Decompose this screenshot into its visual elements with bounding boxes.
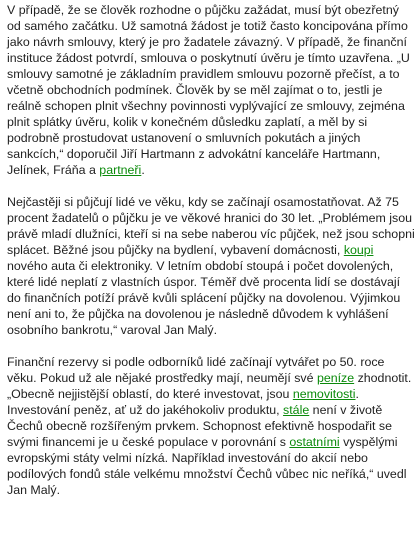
paragraph-text: . Investování peněz, ať už do jakéhokoliv produktu, <box>7 387 359 417</box>
paragraph-text: V případě, že se člověk rozhodne o půjčku zažádat, musí být obezřetný od samého začátku. Už samotná žádost je totiž často koncipována přímo jako návrh smlouvy, který je pro žadatele závazný. V případě, že finanční instituce žádost potvrdí, smlouva o poskytnutí úvěru je tímto uzavřena. „U smlouvy samotné je základním pravidlem smlouvu pozorně přečíst, a to včetně obchodních podmínek. Člověk by se měl zajímat o to, jestli je reálně schopen plnit všechny povinnosti vyplývající ze smlouvy, zejména plnit splátky úvěru, kolik v konečném důsledku zaplatí, a měl by si podrobně prostudovat ustanovení o smluvních pokutách a jiných sankcích,“ doporučil Jiří Hartmann z advokátní kanceláře Hartmann, Jelínek, Fráňa a <box>7 3 410 177</box>
article-body <box>7 2 415 514</box>
paragraph-text: . <box>141 163 145 177</box>
keyword-link[interactable]: peníze <box>316 371 355 385</box>
paragraph-text: Finanční rezervy si podle odborníků lidé začínají vytvářet po 50. roce věku. Pokud už ale nějaké prostředky mají, neumějí své <box>7 355 385 385</box>
article-paragraph <box>7 354 415 498</box>
keyword-link[interactable]: stále <box>283 403 310 417</box>
article-paragraph <box>7 2 415 178</box>
keyword-link[interactable]: ostatními <box>289 435 340 449</box>
article-paragraph <box>7 194 415 338</box>
paragraph-text: Nejčastěji si půjčují lidé ve věku, kdy se začínají osamostatňovat. Až 75 procent žadatelů o půjčku je ve věkové hranici do 30 let. „Problémem jsou právě mladí dlužníci, kteří si na sebe naberou víc půjček, než jsou schopni splácet. Běžné jsou půjčky na bydlení, vybavení domácnosti, <box>7 195 415 257</box>
paragraph-text: zhodnotit. „Obecně nejjistější oblastí, do které investovat, jsou <box>7 371 412 401</box>
paragraph-text: nového auta či elektroniky. V letním období stoupá i počet dovolených, které lidé neplatí z vlastních úspor. Téměř dvě procenta lidí se dostávají do finančních potíží právě kvůli splácení půjčky na dovolenou. Výjimkou není ani to, že půjčka na dovolenou je následně důvodem k vyhlášení osobního bankrotu,“ varoval Jan Malý. <box>7 259 401 337</box>
paragraph-text: vyspělými evropskými státy velmi nízká. Například investování do akcií nebo podílových fondů stále velkému množství Čechů vůbec nic neříká,“ uvedl Jan Malý. <box>7 435 407 497</box>
paragraph-text: není v životě Čechů obecně rozšířeným prvkem. Schopnost efektivně hospodařit se svými financemi je u české populace v porovnání s <box>7 403 392 449</box>
keyword-link[interactable]: nemovitosti <box>292 387 356 401</box>
keyword-link[interactable]: koupi <box>343 243 374 257</box>
keyword-link[interactable]: partneři <box>99 163 142 177</box>
